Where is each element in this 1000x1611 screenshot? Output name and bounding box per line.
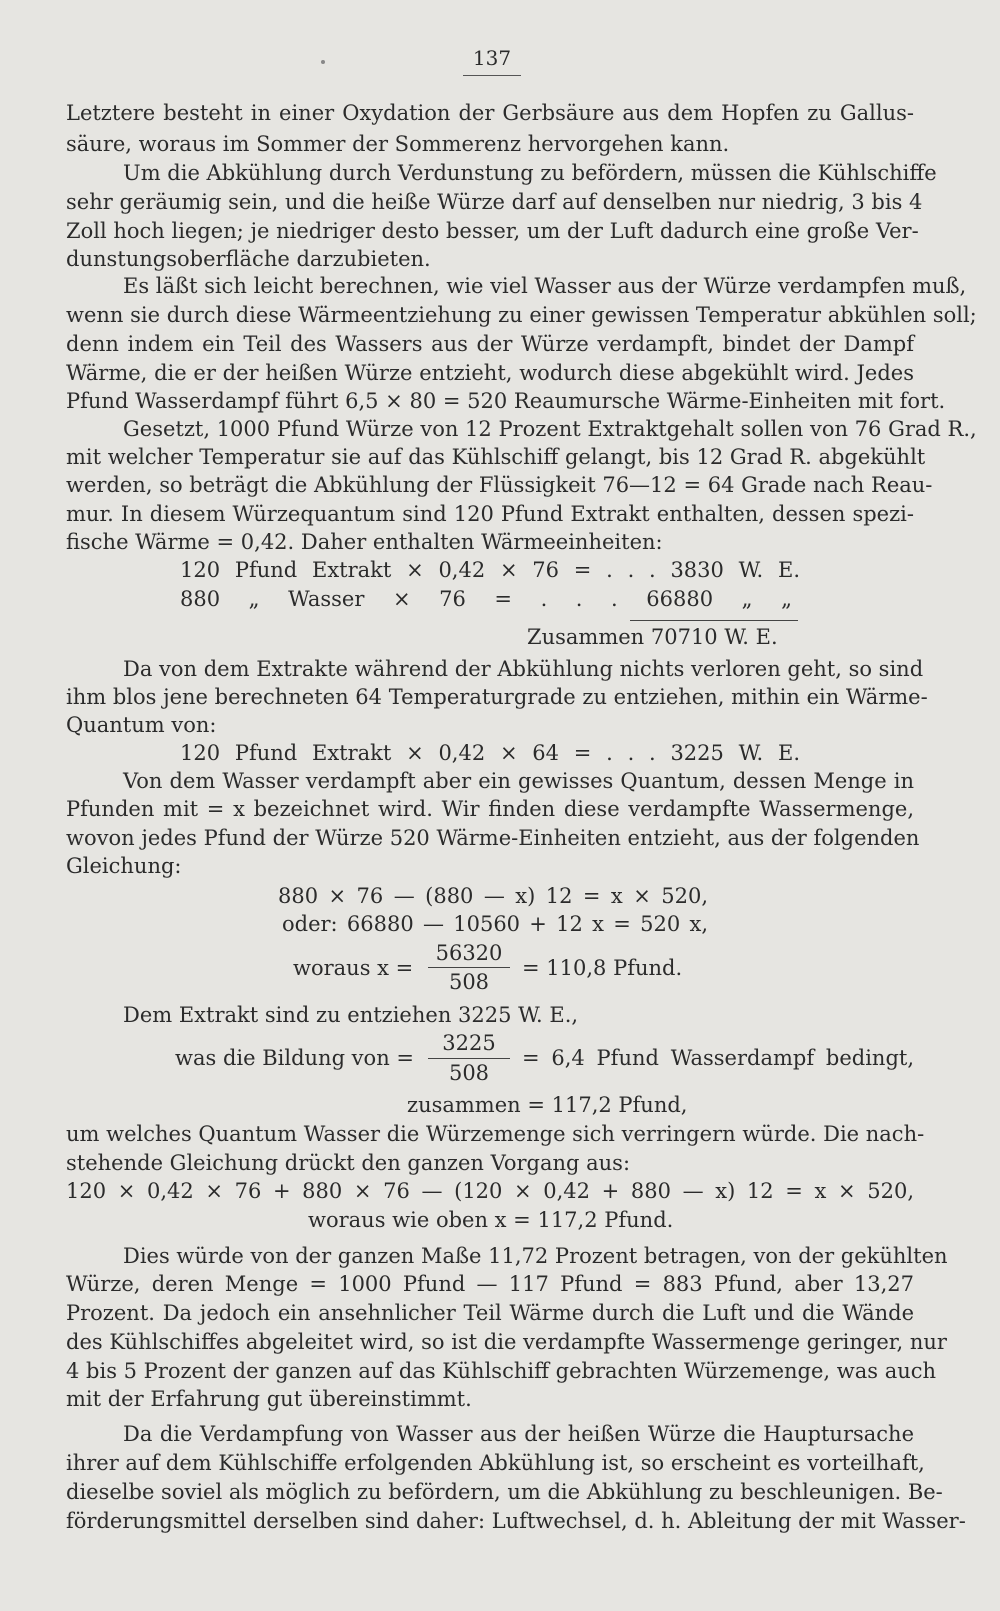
text-line: wenn sie durch diese Wärmeentziehung zu einer gewissen Temperatur abkühlen soll; (66, 303, 977, 327)
text-line: Da die Verdampfung von Wasser aus der heißen Würze die Hauptursache (123, 1422, 914, 1446)
equation-line: oder: 66880 — 10560 + 12 x = 520 x, (282, 912, 708, 936)
sum-rule (630, 620, 798, 621)
equation-line: woraus wie oben x = 117,2 Pfund. (308, 1208, 674, 1232)
page-number-rule (463, 75, 521, 76)
text-line: werden, so beträgt die Abkühlung der Flüssigkeit 76—12 = 64 Grade nach Reau- (66, 473, 933, 497)
text-line: Würze, deren Menge = 1000 Pfund — 117 Pfund = 883 Pfund, aber 13,27 (66, 1272, 914, 1296)
text-line: Da von dem Extrakte während der Abkühlung nichts verloren geht, so sind (123, 657, 924, 681)
text-line: ihrer auf dem Kühlschiffe erfolgenden Abkühlung ist, so erscheint es vorteilhaft, (66, 1451, 925, 1475)
text-line: Prozent. Da jedoch ein ansehnlicher Teil Wärme durch die Luft und die Wände (66, 1301, 914, 1325)
text-line: säure, woraus im Sommer der Sommerenz hervorgehen kann. (66, 132, 730, 156)
text-line: förderungsmittel derselben sind daher: Luftwechsel, d. h. Ableitung der mit Wasser- (66, 1509, 966, 1533)
text-line: wovon jedes Pfund der Würze 520 Wärme-Einheiten entzieht, aus der folgenden (66, 826, 920, 850)
calc-line-extract-64: 120 Pfund Extrakt × 0,42 × 64 = . . . 3225 W. E. (180, 741, 800, 765)
calc-line-water: 880 „ Wasser × 76 = . . . 66880 „ „ (180, 587, 792, 611)
text-line: Um die Abkühlung durch Verdunstung zu befördern, müssen die Kühlschiffe (123, 161, 937, 185)
fraction2-prefix: was die Bildung von = (175, 1046, 414, 1070)
text-line: mit der Erfahrung gut übereinstimmt. (66, 1387, 472, 1411)
text-line: Dem Extrakt sind zu entziehen 3225 W. E., (123, 1003, 579, 1027)
fraction2-bar (428, 1058, 510, 1059)
fraction1-bar (428, 967, 510, 968)
text-line: Gleichung: (66, 854, 182, 878)
text-line: mit welcher Temperatur sie auf das Kühlschiff gelangt, bis 12 Grad R. abgekühlt (66, 445, 926, 469)
page-number: 137 (472, 46, 512, 70)
equation-line: 120 × 0,42 × 76 + 880 × 76 — (120 × 0,42 + 880 — x) 12 = x × 520, (66, 1179, 914, 1203)
text-line: dieselbe soviel als möglich zu befördern, um die Abkühlung zu beschleunigen. Be- (66, 1480, 943, 1504)
fraction2-denominator: 508 (448, 1061, 490, 1085)
text-line: des Kühlschiffes abgeleitet wird, so ist die verdampfte Wassermenge geringer, nur (66, 1330, 947, 1354)
fraction1-denominator: 508 (448, 970, 490, 994)
text-line: um welches Quantum Wasser die Würzemenge sich verringern würde. Die nach- (66, 1122, 925, 1146)
text-line: fische Wärme = 0,42. Daher enthalten Wärmeeinheiten: (66, 530, 663, 554)
text-line: Es läßt sich leicht berechnen, wie viel Wasser aus der Würze verdampfen muß, (123, 274, 967, 298)
text-line: ihm blos jene berechneten 64 Temperaturgrade zu entziehen, mithin ein Wärme- (66, 685, 928, 709)
text-line: Pfunden mit = x bezeichnet wird. Wir finden diese verdampfte Wassermenge, (66, 797, 914, 821)
text-line: Von dem Wasser verdampft aber ein gewisses Quantum, dessen Menge in (123, 769, 914, 793)
text-line: Letztere besteht in einer Oxydation der Gerbsäure aus dem Hopfen zu Gallus- (66, 101, 914, 125)
fraction2-suffix: = 6,4 Pfund Wasserdampf bedingt, (522, 1046, 914, 1070)
text-line: Wärme, die er der heißen Würze entzieht, wodurch diese abgekühlt wird. Jedes (66, 361, 914, 385)
text-line: Pfund Wasserdampf führt 6,5 × 80 = 520 Reaumursche Wärme-Einheiten mit fort. (66, 389, 946, 413)
fraction1-suffix: = 110,8 Pfund. (522, 956, 683, 980)
text-line: Quantum von: (66, 713, 217, 737)
calc-line-extract: 120 Pfund Extrakt × 0,42 × 76 = . . . 3830 W. E. (180, 558, 800, 582)
text-line: Zoll hoch liegen; je niedriger desto besser, um der Luft dadurch eine große Ver- (66, 219, 919, 243)
equation-line: 880 × 76 — (880 — x) 12 = x × 520, (278, 884, 708, 908)
fraction1-numerator: 56320 (435, 941, 503, 965)
text-line: Gesetzt, 1000 Pfund Würze von 12 Prozent Extraktgehalt sollen von 76 Grad R., (123, 417, 977, 441)
text-line: sehr geräumig sein, und die heiße Würze darf auf denselben nur niedrig, 3 bis 4 (66, 190, 923, 214)
fraction2-numerator: 3225 (442, 1031, 496, 1055)
text-line: mur. In diesem Würzequantum sind 120 Pfund Extrakt enthalten, dessen spezi- (66, 502, 914, 526)
text-line: denn indem ein Teil des Wassers aus der Würze verdampft, bindet der Dampf (66, 332, 914, 356)
text-line: stehende Gleichung drückt den ganzen Vorgang aus: (66, 1151, 631, 1175)
sum-line: zusammen = 117,2 Pfund, (407, 1093, 688, 1117)
calc-line-total: Zusammen 70710 W. E. (527, 625, 778, 649)
text-line: 4 bis 5 Prozent der ganzen auf das Kühlschiff gebrachten Würzemenge, was auch (66, 1359, 937, 1383)
text-line: Dies würde von der ganzen Maße 11,72 Prozent betragen, von der gekühlten (123, 1244, 948, 1268)
fraction1-prefix: woraus x = (293, 956, 414, 980)
text-line: dunstungsoberfläche darzubieten. (66, 247, 431, 271)
